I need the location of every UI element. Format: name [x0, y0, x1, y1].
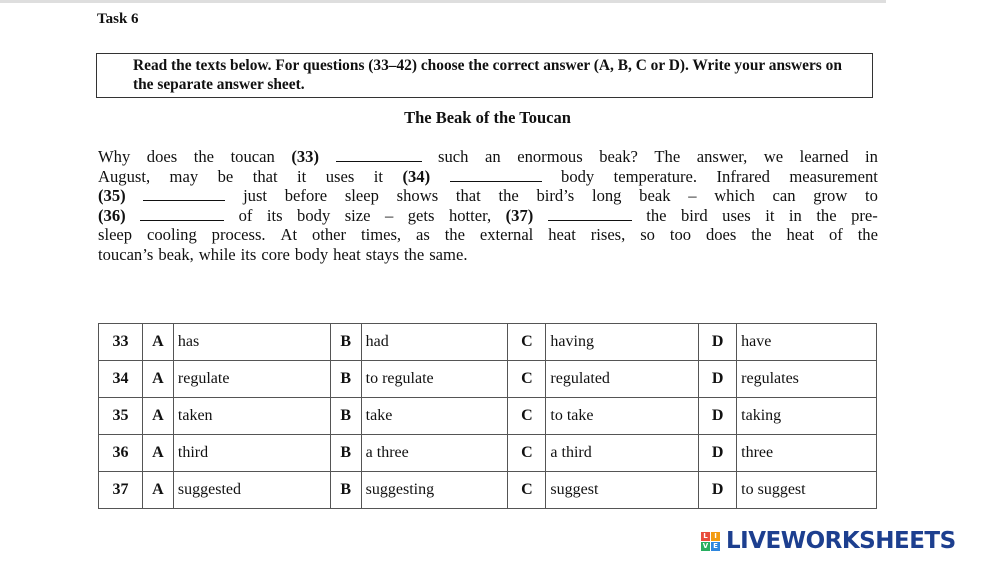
- passage-word: grow: [813, 186, 848, 206]
- passage-word: too: [669, 225, 692, 245]
- question-row: [99, 435, 877, 472]
- question-number: (35): [98, 186, 126, 206]
- passage-word: Why: [98, 147, 131, 166]
- passage-word: can: [772, 186, 796, 206]
- option-letter: D: [699, 472, 737, 509]
- option-text: a three: [361, 435, 508, 472]
- options-table: [98, 323, 877, 509]
- passage-word: uses: [325, 166, 355, 186]
- passage-word: body: [297, 205, 331, 225]
- option-text: regulates: [737, 361, 877, 398]
- passage-word: which: [714, 186, 755, 206]
- option-text: has: [173, 324, 330, 361]
- option-letter: A: [142, 324, 173, 361]
- passage-word: the: [857, 225, 878, 245]
- passage-word: body: [561, 166, 595, 186]
- option-letter: A: [142, 435, 173, 472]
- option-letter: B: [330, 435, 361, 472]
- passage-word: to: [865, 186, 878, 206]
- option-text: have: [737, 324, 877, 361]
- passage-word: heat: [786, 225, 815, 245]
- answer-blank[interactable]: [143, 186, 225, 201]
- passage-word: August,: [98, 166, 151, 186]
- passage-word: the: [193, 147, 215, 166]
- option-text: taken: [173, 398, 330, 435]
- passage-word: that: [455, 186, 481, 206]
- passage-word: of: [828, 225, 843, 245]
- liveworksheets-logo: [701, 528, 956, 554]
- passage-line: [98, 245, 878, 265]
- option-text: suggesting: [361, 472, 508, 509]
- logo-mark-tile: I: [711, 532, 720, 541]
- option-letter: C: [508, 398, 546, 435]
- passage-word: it: [297, 166, 307, 186]
- passage-word: enormous: [517, 147, 583, 166]
- question-row: [99, 472, 877, 509]
- question-number-cell: 35: [99, 398, 143, 435]
- passage-word: the: [498, 186, 519, 206]
- passage-word: that: [252, 166, 278, 186]
- passage-word: same.: [429, 244, 468, 264]
- question-number-cell: 34: [99, 361, 143, 398]
- option-letter: C: [508, 324, 546, 361]
- passage-word: other: [311, 225, 347, 245]
- passage-word: –: [688, 186, 697, 206]
- passage-word: body: [294, 244, 329, 264]
- task-label: Task 6: [97, 11, 139, 27]
- passage-word: temperature.: [613, 166, 698, 186]
- passage-word: its: [266, 205, 283, 225]
- logo-mark-tile: V: [702, 542, 709, 550]
- answer-blank[interactable]: [140, 206, 224, 221]
- passage-word: toucan: [230, 147, 275, 166]
- passage-word: as: [415, 225, 430, 245]
- question-number-cell: 33: [99, 324, 143, 361]
- passage-word: the: [444, 225, 465, 245]
- passage-word: such: [438, 147, 469, 166]
- logo-mark-tile: L: [701, 532, 710, 541]
- question-row: [99, 361, 877, 398]
- passage-line: [98, 225, 878, 245]
- answer-blank[interactable]: [336, 147, 422, 162]
- question-number: (34): [402, 166, 431, 186]
- option-letter: C: [508, 361, 546, 398]
- option-letter: B: [330, 398, 361, 435]
- question-number-cell: 37: [99, 472, 143, 509]
- passage-word: while: [198, 244, 236, 264]
- passage-word: size: [344, 205, 371, 225]
- passage-line: [98, 167, 878, 187]
- option-text: a third: [546, 435, 699, 472]
- option-letter: B: [330, 324, 361, 361]
- instructions-box: [96, 53, 873, 98]
- passage-word: measurement: [789, 166, 878, 186]
- passage-word: Infrared: [716, 166, 770, 186]
- option-text: suggested: [173, 472, 330, 509]
- option-text: regulate: [173, 361, 330, 398]
- passage-word: rises,: [590, 225, 626, 245]
- passage-word: the: [403, 244, 425, 264]
- question-row: [99, 398, 877, 435]
- passage-word: beak?: [599, 147, 638, 166]
- top-divider: [0, 0, 886, 3]
- passage-word: stays: [365, 244, 399, 264]
- option-letter: B: [330, 472, 361, 509]
- passage-word: before: [284, 186, 328, 206]
- passage-word: in: [788, 205, 802, 225]
- passage-line: [98, 147, 878, 167]
- passage-word: At: [280, 225, 298, 245]
- answer-blank[interactable]: [548, 206, 632, 221]
- passage-word: sleep: [344, 186, 379, 206]
- logo-mark-tile: E: [711, 542, 720, 551]
- option-text: to take: [546, 398, 699, 435]
- option-text: three: [737, 435, 877, 472]
- question-number-cell: 36: [99, 435, 143, 472]
- passage-word: bird’s: [536, 186, 575, 206]
- passage-word: does: [146, 147, 178, 166]
- option-text: had: [361, 324, 508, 361]
- question-number: (33): [291, 147, 319, 166]
- passage-word: –: [384, 205, 394, 225]
- option-letter: D: [699, 435, 737, 472]
- passage-word: learned: [799, 147, 849, 166]
- passage-word: heat: [333, 244, 361, 264]
- option-text: regulated: [546, 361, 699, 398]
- passage-word: hotter,: [448, 205, 492, 225]
- passage-word: the: [646, 205, 667, 225]
- option-letter: C: [508, 472, 546, 509]
- passage-word: beak: [639, 186, 671, 206]
- option-text: take: [361, 398, 508, 435]
- passage-word: of: [238, 205, 253, 225]
- passage-word: long: [591, 186, 622, 206]
- option-text: having: [546, 324, 699, 361]
- option-letter: C: [508, 435, 546, 472]
- option-text: to suggest: [737, 472, 877, 509]
- option-text: third: [173, 435, 330, 472]
- passage-line: [98, 206, 878, 226]
- option-text: taking: [737, 398, 877, 435]
- passage: [98, 147, 878, 265]
- passage-word: so: [640, 225, 655, 245]
- option-letter: B: [330, 361, 361, 398]
- passage-word: the: [816, 205, 837, 225]
- passage-word: uses: [722, 205, 751, 225]
- passage-word: it: [373, 166, 383, 186]
- answer-blank[interactable]: [450, 167, 542, 182]
- passage-word: heat: [548, 225, 576, 245]
- option-letter: A: [142, 398, 173, 435]
- passage-word: sleep: [98, 225, 133, 245]
- passage-word: gets: [407, 205, 435, 225]
- option-letter: D: [699, 324, 737, 361]
- passage-word: beak,: [158, 244, 194, 264]
- passage-word: pre-: [851, 205, 878, 225]
- passage-word: we: [763, 147, 784, 166]
- passage-title: The Beak of the Toucan: [404, 108, 571, 127]
- option-letter: D: [699, 398, 737, 435]
- passage-line: [98, 186, 878, 206]
- question-number: (37): [505, 205, 534, 225]
- passage-word: The: [654, 147, 681, 166]
- option-text: to regulate: [361, 361, 508, 398]
- question-row: [99, 324, 877, 361]
- passage-word: shows: [396, 186, 439, 206]
- passage-word: process.: [211, 225, 266, 245]
- passage-word: its: [240, 244, 257, 264]
- logo-text: LIVEWORKSHEETS: [726, 528, 956, 554]
- passage-word: cooling: [147, 225, 197, 245]
- passage-word: just: [243, 186, 268, 206]
- option-letter: A: [142, 361, 173, 398]
- passage-word: be: [217, 166, 234, 186]
- passage-word: toucan’s: [98, 244, 154, 264]
- passage-word: the: [751, 225, 772, 245]
- passage-word: bird: [680, 205, 708, 225]
- passage-word: an: [485, 147, 501, 166]
- option-text: suggest: [546, 472, 699, 509]
- passage-word: answer,: [696, 147, 748, 166]
- question-number: (36): [98, 205, 126, 225]
- instructions-text: Read the texts below. For questions (33–42) choose the correct answer (A, B, C or D). Write your answers on the separate answer sheet.: [133, 57, 842, 93]
- passage-word: in: [865, 147, 878, 166]
- passage-word: may: [169, 166, 199, 186]
- passage-word: core: [261, 244, 290, 264]
- liveworksheets-logo-icon: [701, 532, 720, 551]
- option-letter: D: [699, 361, 737, 398]
- passage-word: does: [705, 225, 737, 245]
- passage-word: it: [765, 205, 775, 225]
- passage-word: times,: [360, 225, 402, 245]
- option-letter: A: [142, 472, 173, 509]
- passage-word: external: [479, 225, 534, 245]
